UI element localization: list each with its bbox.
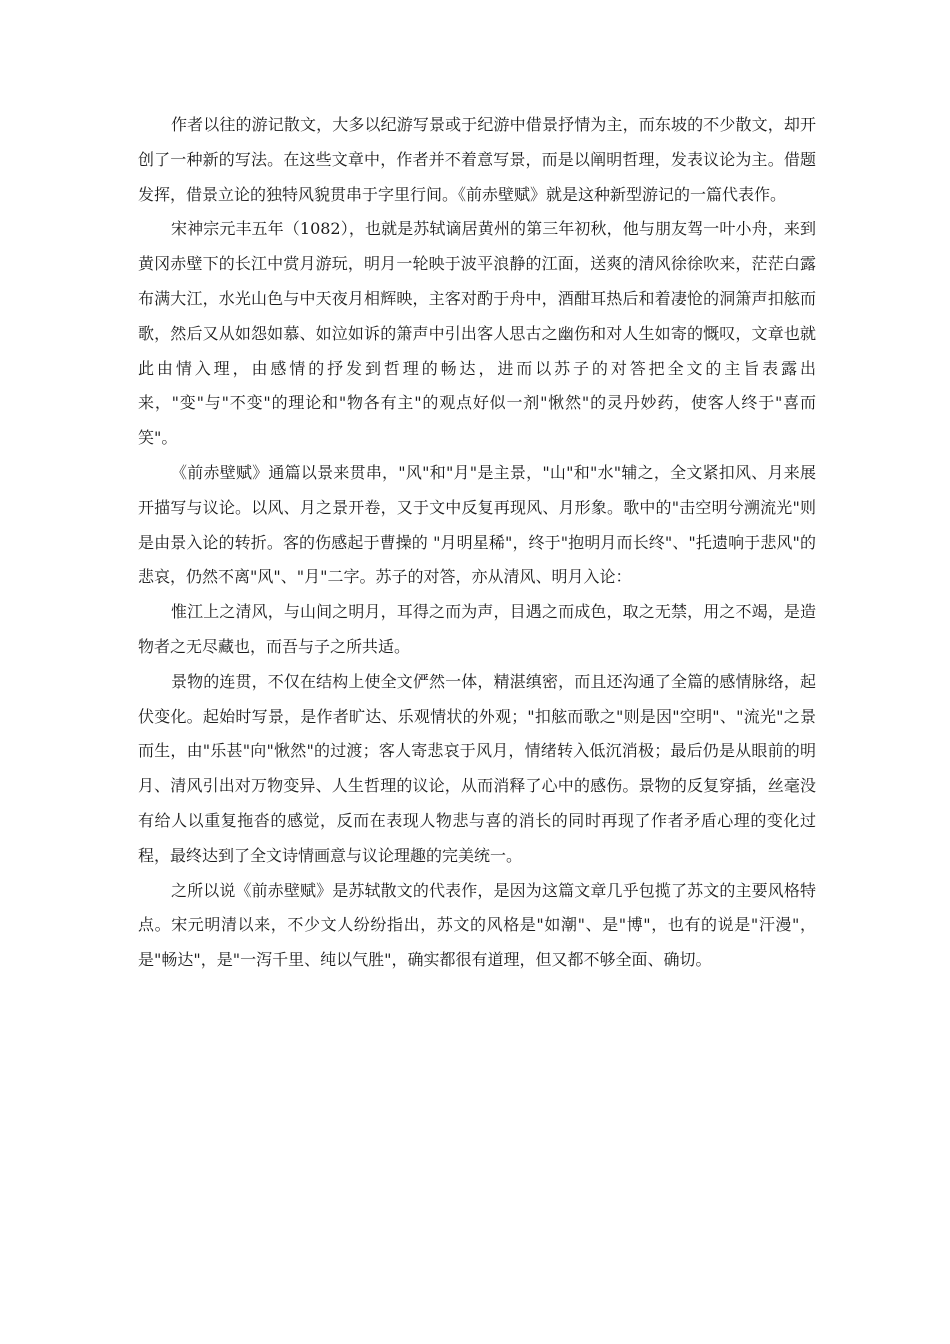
paragraph-style: 之所以说《前赤壁赋》是苏轼散文的代表作，是因为这篇文章几乎包揽了苏文的主要风格特点。宋元明清以来，不少文人纷纷指出，苏文的风格是"如潮"、是"博"，也有的说是"汗漫"，是"畅达"，是"一泻千里、纯以气胜"，确实都很有道理，但又都不够全面、确切。 xyxy=(138,880,816,970)
paragraph-quotation: 惟江上之清风，与山间之明月，耳得之而为声，目遇之而成色，取之无禁，用之不竭，是造物者之无尽藏也，而吾与子之所共适。 xyxy=(138,602,816,656)
paragraph-scenery: 《前赤壁赋》通篇以景来贯串，"风"和"月"是主景，"山"和"水"辅之，全文紧扣风、月来展开描写与议论。以风、月之景开卷，又于文中反复再现风、月形象。歌中的"击空明兮溯流光"则是由景入论的转折。客的伤感起于曹操的 "月明星稀"，终于"抱明月而长终"、"托遗响于悲风"的悲哀，仍然不离"风"、"月"二字。苏子的对答，亦从清风、明月入论： xyxy=(138,462,816,587)
paragraph-intro: 作者以往的游记散文，大多以纪游写景或于纪游中借景抒情为主，而东坡的不少散文，却开创了一种新的写法。在这些文章中，作者并不着意写景，而是以阐明哲理，发表议论为主。借题发挥，借景立论的独特风貌贯串于字里行间。《前赤壁赋》就是这种新型游记的一篇代表作。 xyxy=(138,115,816,204)
document-page xyxy=(138,108,816,978)
paragraph-background: 宋神宗元丰五年（1082），也就是苏轼谪居黄州的第三年初秋，他与朋友驾一叶小舟，来到黄冈赤壁下的长江中赏月游玩，明月一轮映于波平浪静的江面，送爽的清风徐徐吹来，茫茫白露布满大江，水光山色与中天夜月相辉映，主客对酌于舟中，酒酣耳热后和着凄怆的洞箫声扣舷而歌，然后又从如怨如慕、如泣如诉的箫声中引出客人思古之幽伤和对人生如寄的慨叹，文章也就此由情入理，由感情的抒发到哲理的畅达，进而以苏子的对答把全文的主旨表露出来，"变"与"不变"的理论和"物各有主"的观点好似一剂"愀然"的灵丹妙药，使客人终于"喜而笑"。 xyxy=(138,219,816,448)
paragraph-continuity: 景物的连贯，不仅在结构上使全文俨然一体，精湛缜密，而且还沟通了全篇的感情脉络，起伏变化。起始时写景，是作者旷达、乐观情状的外观；"扣舷而歌之"则是因"空明"、"流光"之景而生，由"乐甚"向"愀然"的过渡；客人寄悲哀于风月，情绪转入低沉消极；最后仍是从眼前的明月、清风引出对万物变异、人生哲理的议论，从而消释了心中的感伤。景物的反复穿插，丝毫没有给人以重复拖沓的感觉，反而在表现人物悲与喜的消长的同时再现了作者矛盾心理的变化过程，最终达到了全文诗情画意与议论理趣的完美统一。 xyxy=(138,671,816,865)
